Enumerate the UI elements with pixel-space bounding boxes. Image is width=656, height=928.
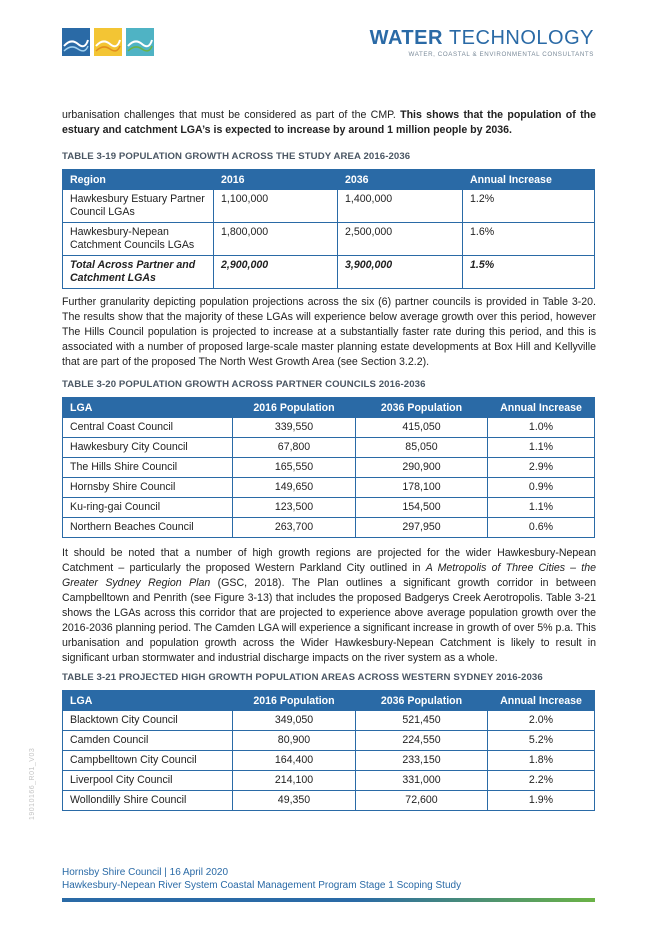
table-cell: 297,950	[356, 518, 488, 538]
table-cell: 149,650	[233, 478, 356, 498]
table-cell: 214,100	[233, 771, 356, 791]
table-cell: 331,000	[356, 771, 488, 791]
table-cell: Wollondilly Shire Council	[63, 791, 233, 811]
table-cell: 154,500	[356, 498, 488, 518]
table-cell: 80,900	[233, 731, 356, 751]
table-cell: 2,900,000	[214, 256, 338, 289]
table-row	[63, 498, 595, 518]
table-cell: 233,150	[356, 751, 488, 771]
footer-bar	[62, 898, 595, 902]
table-cell: Campbelltown City Council	[63, 751, 233, 771]
table-cell: 2,500,000	[338, 223, 463, 256]
table-total-row	[63, 256, 595, 289]
table-row	[63, 771, 595, 791]
footer	[62, 866, 461, 892]
high-growth-paragraph: It should be noted that a number of high growth regions are projected for the wider Hawkesbury-Nepean Catchment – particularly the proposed Western Parkland City outlined in A Metropolis of Three Cities – the Greater Sydney Region Plan (GSC, 2018). The Plan outlines a significant growth corridor in between Campbelltown and Penrith (see Figure 3-13) that includes the proposed Badgerys Creek Aerotropolis. Table 3-21 shows the LGAs across this corridor that are projected to experience above average population growth over the 2016-2036 planning period. The Camden LGA will experience a significant increase in growth of over 5% p.a. This urbanisation and population growth across the Wider Hawkesbury-Nepean Catchment is likely to result in significant urban stormwater and industrial discharge impacts on the river system as a whole.	[62, 547, 596, 664]
table-cell: 1.6%	[463, 223, 595, 256]
table-cell: 349,050	[233, 711, 356, 731]
intro-paragraph: urbanisation challenges that must be considered as part of the CMP. This shows that the population of the estuary and catchment LGA’s is expected to increase by around 1 million people by 2036.	[62, 109, 597, 136]
table-cell: 1.9%	[488, 791, 595, 811]
table-cell: 72,600	[356, 791, 488, 811]
table-3-19	[62, 169, 595, 289]
footer-line-1: Hornsby Shire Council | 16 April 2020	[62, 867, 229, 878]
table-cell: 0.9%	[488, 478, 595, 498]
table-row	[63, 518, 595, 538]
table-3-21-caption: TABLE 3-21 PROJECTED HIGH GROWTH POPULATION AREAS ACROSS WESTERN SYDNEY 2016-2036	[62, 672, 543, 683]
table-cell: Central Coast Council	[63, 418, 233, 438]
table-row	[63, 458, 595, 478]
table-cell: 1.8%	[488, 751, 595, 771]
table-cell: Ku-ring-gai Council	[63, 498, 233, 518]
table-cell: 415,050	[356, 418, 488, 438]
brand-tagline: WATER, COASTAL & ENVIRONMENTAL CONSULTANTS	[408, 51, 594, 58]
brand-name: WATER TECHNOLOGY	[369, 27, 594, 49]
table-row	[63, 223, 595, 256]
table-cell: 1.1%	[488, 438, 595, 458]
table-cell: 339,550	[233, 418, 356, 438]
table-cell: Northern Beaches Council	[63, 518, 233, 538]
table-cell: 521,450	[356, 711, 488, 731]
column-header: 2016	[214, 170, 338, 190]
table-cell: The Hills Shire Council	[63, 458, 233, 478]
brand-block	[370, 27, 594, 58]
table-cell: 2.9%	[488, 458, 595, 478]
table-cell: 1,100,000	[214, 190, 338, 223]
table-cell: Liverpool City Council	[63, 771, 233, 791]
table-row	[63, 751, 595, 771]
table-cell: 224,550	[356, 731, 488, 751]
column-header: LGA	[63, 691, 233, 711]
column-header: 2036 Population	[356, 398, 488, 418]
granularity-paragraph: Further granularity depicting population projections across the six (6) partner councils is provided in Table 3-20. The results show that the majority of these LGAs will experience below average growth over this period, however The Hills Council population is projected to increase at a substantially faster rate during this period, and this is associated with a number of proposed large-scale master planning estate developments at Box Hill and Kellyville that are part of the proposed The North West Growth Area (see Section 3.2.2).	[62, 296, 596, 368]
table-row	[63, 438, 595, 458]
column-header: 2036	[338, 170, 463, 190]
column-header: 2016 Population	[233, 691, 356, 711]
table-cell: Hawkesbury Estuary Partner Council LGAs	[63, 190, 214, 223]
table-cell: 1.0%	[488, 418, 595, 438]
table-cell: 178,100	[356, 478, 488, 498]
table-row	[63, 791, 595, 811]
table-cell: Hawkesbury City Council	[63, 438, 233, 458]
document-code: 19010166_R01_V03	[29, 747, 36, 820]
table-cell: 1.1%	[488, 498, 595, 518]
table-cell: Total Across Partner and Catchment LGAs	[63, 256, 214, 289]
column-header: LGA	[63, 398, 233, 418]
table-cell: 1,400,000	[338, 190, 463, 223]
footer-line-2: Hawkesbury-Nepean River System Coastal Management Program Stage 1 Scoping Study	[62, 880, 462, 891]
table-3-20	[62, 397, 595, 538]
table-row	[63, 478, 595, 498]
table-cell: 1.2%	[463, 190, 595, 223]
column-header: 2016 Population	[233, 398, 356, 418]
column-header: Annual Increase	[488, 691, 595, 711]
table-cell: 2.2%	[488, 771, 595, 791]
table-cell: 3,900,000	[338, 256, 463, 289]
table-cell: 123,500	[233, 498, 356, 518]
table-row	[63, 190, 595, 223]
table-cell: 164,400	[233, 751, 356, 771]
table-cell: 49,350	[233, 791, 356, 811]
column-header: 2036 Population	[356, 691, 488, 711]
column-header: Annual Increase	[488, 398, 595, 418]
table-row	[63, 418, 595, 438]
table-cell: Camden Council	[63, 731, 233, 751]
column-header: Annual Increase	[463, 170, 595, 190]
column-header: Region	[63, 170, 214, 190]
table-cell: 5.2%	[488, 731, 595, 751]
table-3-20-caption: TABLE 3-20 POPULATION GROWTH ACROSS PARTNER COUNCILS 2016-2036	[62, 379, 426, 390]
table-cell: Hornsby Shire Council	[63, 478, 233, 498]
table-cell: 290,900	[356, 458, 488, 478]
table-cell: 1.5%	[463, 256, 595, 289]
table-3-19-caption: TABLE 3-19 POPULATION GROWTH ACROSS THE STUDY AREA 2016-2036	[62, 151, 411, 162]
table-row	[63, 731, 595, 751]
table-row	[63, 711, 595, 731]
table-cell: Hawkesbury-Nepean Catchment Councils LGAs	[63, 223, 214, 256]
table-cell: 85,050	[356, 438, 488, 458]
table-cell: 0.6%	[488, 518, 595, 538]
table-cell: 165,550	[233, 458, 356, 478]
table-cell: 1,800,000	[214, 223, 338, 256]
table-cell: 2.0%	[488, 711, 595, 731]
table-cell: Blacktown City Council	[63, 711, 233, 731]
table-3-21	[62, 690, 595, 811]
table-cell: 263,700	[233, 518, 356, 538]
water-technology-logo-icon	[62, 28, 154, 56]
table-cell: 67,800	[233, 438, 356, 458]
